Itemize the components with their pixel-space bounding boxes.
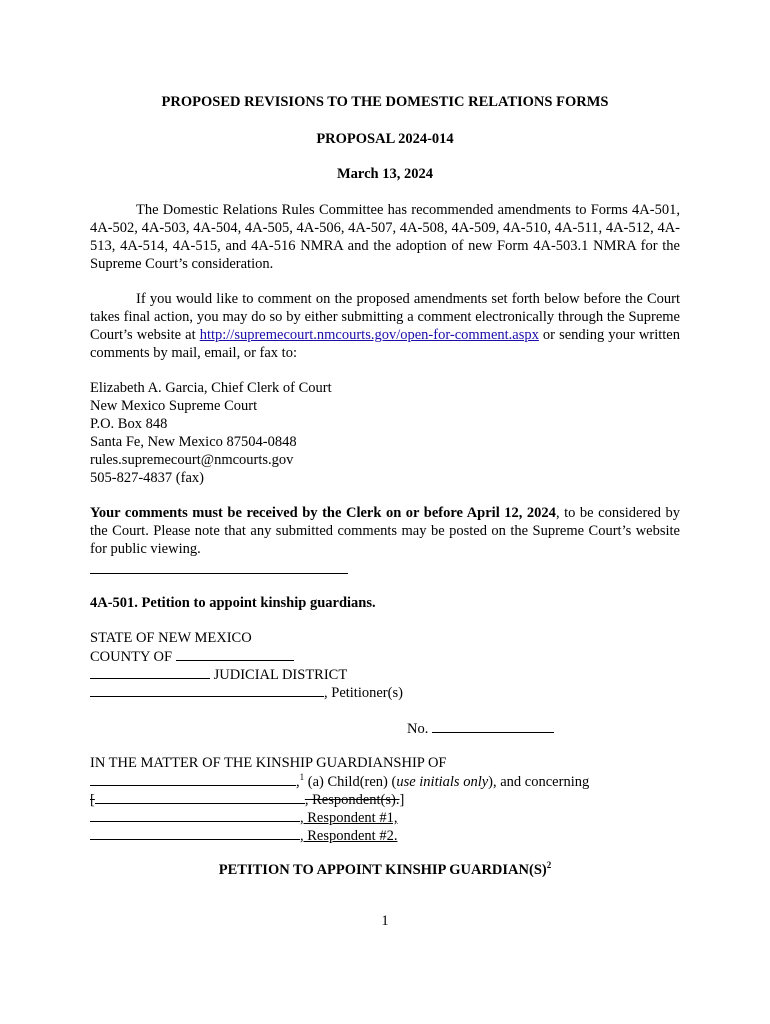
respondent2-label: , Respondent #2.	[300, 828, 398, 844]
district-label: JUDICIAL DISTRICT	[213, 667, 348, 683]
document-title: PROPOSED REVISIONS TO THE DOMESTIC RELATIONS FORMS	[161, 94, 609, 110]
respondent1-label: , Respondent #1,	[300, 810, 398, 826]
proposal-number: PROPOSAL 2024-014	[316, 131, 454, 147]
matter-caption: IN THE MATTER OF THE KINSHIP GUARDIANSHIP OF	[90, 755, 447, 771]
deleted-text: [ , Respondent(s).	[90, 792, 400, 808]
address-line: Elizabeth A. Garcia, Chief Clerk of Court	[90, 380, 332, 396]
proposal-date: March 13, 2024	[337, 166, 433, 182]
footnote-2: 2	[546, 860, 552, 871]
page-number: 1	[381, 913, 389, 929]
comment-link[interactable]: http://supremecourt.nmcourts.gov/open-for-comment.aspx	[199, 327, 539, 343]
deadline-bold: Your comments must be received by the Clerk on or before April 12, 2024	[90, 505, 556, 521]
county-caption	[90, 647, 294, 666]
address-line: P.O. Box 848	[90, 416, 168, 432]
respondents-old-label: , Respondent(s).	[304, 792, 400, 808]
case-number-blank	[432, 719, 554, 733]
petition-title-text: PETITION TO APPOINT KINSHIP GUARDIAN(S)	[218, 862, 547, 878]
case-number-label: No.	[407, 721, 429, 737]
child-blank	[90, 772, 296, 786]
case-number	[407, 719, 554, 738]
child-caption: ,$^1$ (a) Child(ren) (use initials only), and concerning	[90, 772, 589, 791]
respondent1-blank	[90, 808, 300, 822]
district-blank	[90, 665, 210, 679]
address-line: rules.supremecourt@nmcourts.gov	[90, 452, 294, 468]
address-line: New Mexico Supreme Court	[90, 398, 258, 414]
respondents-blank	[95, 790, 305, 804]
comment-paragraph	[90, 290, 680, 362]
petition-title	[0, 862, 770, 879]
address-line: 505-827-4837 (fax)	[90, 470, 204, 486]
state-caption: STATE OF NEW MEXICO	[90, 630, 252, 646]
deadline-rest: , to be considered by the Court. Please note that any submitted comments may be posted on the Supreme Court’s website for public viewing.	[90, 505, 680, 557]
child-text-italic: use initials only	[396, 774, 489, 790]
respondent2-blank	[90, 826, 300, 840]
respondent2-caption	[90, 826, 397, 845]
respondents-old-caption: [ , Respondent(s).]	[90, 792, 405, 808]
address-line: Santa Fe, New Mexico 87504-0848	[90, 434, 297, 450]
petitioner-blank	[90, 683, 324, 697]
comment-text-before: If you would like to comment on the proposed amendments set forth below before the Court takes final action, you may do so by either submitting a comment electronically through the Supreme Court’s website at	[90, 291, 680, 343]
intro-paragraph: The Domestic Relations Rules Committee has recommended amendments to Forms 4A-501, 4A-502, 4A-503, 4A-504, 4A-505, 4A-506, 4A-507, 4A-508, 4A-509, 4A-510, 4A-511, 4A-512, 4A-513, 4A-514, 4A-515, and 4A-516 NMRA and the adoption of new Form 4A-503.1 NMRA for the Supreme Court’s consideration.	[90, 202, 680, 272]
county-label: COUNTY OF	[90, 649, 173, 665]
deadline-paragraph	[90, 504, 680, 558]
comment-text-after: or sending your written comments by mail, email, or fax to:	[90, 327, 680, 361]
respondent1-caption	[90, 808, 397, 827]
petitioner-caption	[90, 683, 403, 702]
district-caption	[90, 665, 347, 684]
child-text-end: ), and concerning	[488, 774, 590, 790]
county-blank	[176, 647, 294, 661]
footnote-1: 1	[299, 772, 305, 783]
section-divider	[90, 573, 348, 574]
petitioner-label: , Petitioner(s)	[324, 685, 403, 701]
form-heading: 4A-501. Petition to appoint kinship guardians.	[90, 595, 376, 611]
child-text: (a) Child(ren) (	[304, 774, 397, 790]
